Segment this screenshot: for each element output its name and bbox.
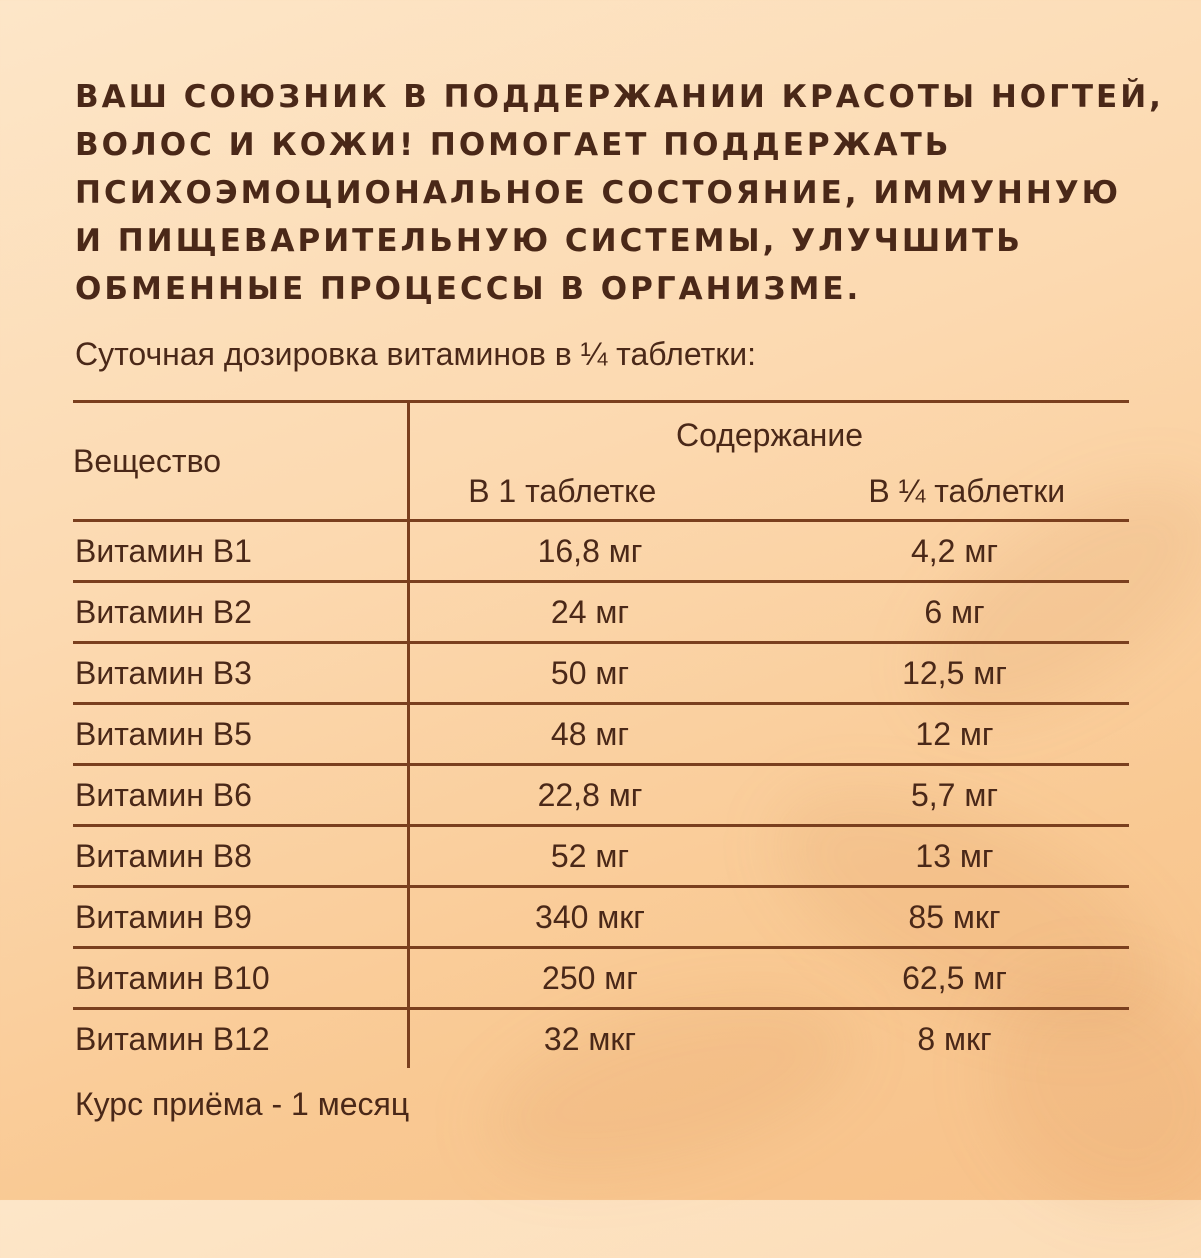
cell-per-quarter: 12 мг <box>840 704 1129 765</box>
header-content: Содержание <box>675 417 863 453</box>
intro-text <box>75 73 1164 313</box>
cell-per-quarter: 5,7 мг <box>840 765 1129 826</box>
cell-substance: Витамин B3 <box>73 643 409 704</box>
header-per-tablet: В 1 таблетке <box>468 473 657 509</box>
cell-per-tablet: 340 мкг <box>409 887 841 948</box>
cell-per-quarter: 62,5 мг <box>840 948 1129 1009</box>
intro-line: ОБМЕННЫЕ ПРОЦЕССЫ В ОРГАНИЗМЕ. <box>75 271 862 307</box>
dosage-subtitle: Суточная дозировка витаминов в ¼ таблетки: <box>75 336 756 372</box>
cell-per-quarter: 13 мг <box>840 826 1129 887</box>
cell-per-quarter: 8 мкг <box>840 1009 1129 1069</box>
cell-per-tablet: 16,8 мг <box>409 521 841 582</box>
cell-per-tablet: 22,8 мг <box>409 765 841 826</box>
table-row <box>73 887 1129 948</box>
cell-substance: Витамин B5 <box>73 704 409 765</box>
table-row <box>73 948 1129 1009</box>
cell-substance: Витамин B12 <box>73 1009 409 1069</box>
cell-per-tablet: 50 мг <box>409 643 841 704</box>
cell-per-tablet: 250 мг <box>409 948 841 1009</box>
table-row <box>73 521 1129 582</box>
cell-per-tablet: 52 мг <box>409 826 841 887</box>
cell-per-quarter: 12,5 мг <box>840 643 1129 704</box>
table-row <box>73 643 1129 704</box>
intro-line: ПСИХОЭМОЦИОНАЛЬНОЕ СОСТОЯНИЕ, ИММУННУЮ <box>75 175 1122 211</box>
cell-substance: Витамин B2 <box>73 582 409 643</box>
table-header-row <box>73 403 1129 521</box>
table-row <box>73 826 1129 887</box>
cell-per-quarter: 85 мкг <box>840 887 1129 948</box>
cell-substance: Витамин B8 <box>73 826 409 887</box>
table-row <box>73 765 1129 826</box>
cell-per-tablet: 48 мг <box>409 704 841 765</box>
cell-substance: Витамин B1 <box>73 521 409 582</box>
cell-per-tablet: 24 мг <box>409 582 841 643</box>
course-duration: Курс приёма - 1 месяц <box>75 1086 410 1122</box>
cell-per-tablet: 32 мкг <box>409 1009 841 1069</box>
table-row <box>73 704 1129 765</box>
intro-line: ВОЛОС И КОЖИ! ПОМОГАЕТ ПОДДЕРЖАТЬ <box>75 127 952 163</box>
cell-substance: Витамин B6 <box>73 765 409 826</box>
cell-substance: Витамин B10 <box>73 948 409 1009</box>
cell-per-quarter: 4,2 мг <box>840 521 1129 582</box>
header-substance: Вещество <box>73 442 221 479</box>
intro-line: ВАШ СОЮЗНИК В ПОДДЕРЖАНИИ КРАСОТЫ НОГТЕЙ, <box>75 79 1164 115</box>
table-row <box>73 1009 1129 1069</box>
header-content-cell <box>409 403 1130 521</box>
cell-per-quarter: 6 мг <box>840 582 1129 643</box>
table-row <box>73 582 1129 643</box>
intro-line: И ПИЩЕВАРИТЕЛЬНУЮ СИСТЕМЫ, УЛУЧШИТЬ <box>75 223 1023 259</box>
cell-substance: Витамин B9 <box>73 887 409 948</box>
header-per-quarter: В ¼ таблетки <box>868 473 1066 509</box>
vitamin-table <box>73 400 1129 1068</box>
